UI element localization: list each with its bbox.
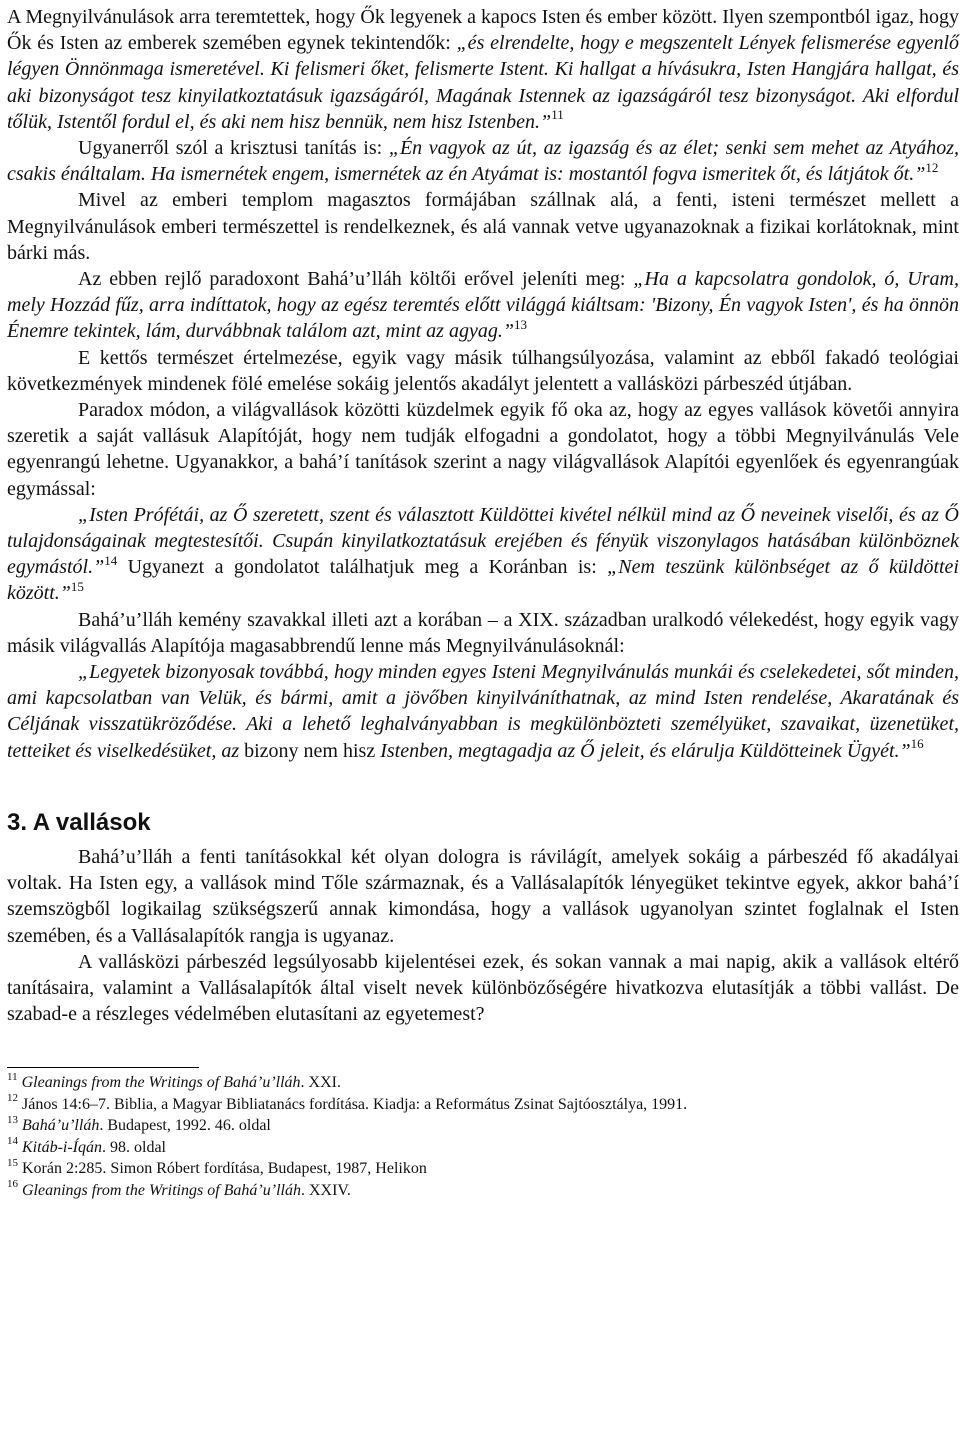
quote-text: „Én vagyok az út, az igazság és az élet; senki sem mehet az Atyához, csakis énáltalam. Ha ismernétek engem, ismernétek az én Atyámat is: mostantól fogva ismeritek őt, és látjátok őt.”	[7, 137, 960, 186]
footnote	[7, 1115, 959, 1137]
footnote-title: Kitáb-i-Íqán	[22, 1138, 102, 1156]
footnote-number: 15	[7, 1156, 18, 1169]
footnote-text: . 98. oldal	[102, 1138, 166, 1156]
footnote-ref[interactable]: 11	[551, 107, 564, 123]
footnote-number: 12	[7, 1092, 18, 1105]
paragraph-5: E kettős természet értelmezése, egyik vagy másik túlhangsúlyozása, valamint az ebből fakadó teológiai következmények mindenek fölé emelése sokáig jelentős akadályt jelentett a vallásközi párbeszéd útjában.	[7, 346, 959, 395]
footnote-text: . Budapest, 1992. 46. oldal	[99, 1117, 271, 1135]
paragraph-text: Az ebben rejlő paradoxont Bahá’u’lláh költői erővel jeleníti meg:	[78, 268, 634, 291]
footnote-text: Korán 2:285. Simon Róbert fordítása, Budapest, 1987, Helikon	[22, 1160, 427, 1178]
footnote-ref[interactable]: 12	[925, 159, 939, 175]
footnote-divider	[7, 1067, 199, 1068]
footnote	[7, 1094, 959, 1116]
paragraph-9: A vallásközi párbeszéd legsúlyosabb kijelentései ezek, és sokan vannak a mai napig, akik a vallások eltérő tanításaira, valamint a Vallásalapítók által viselt nevek különbözőségére hivatkozva elutasítják a többi vallást. De szabad-e a részleges védelmében elutasítani az egyetemest?	[7, 950, 959, 1026]
footnote-text: János 14:6–7. Biblia, a Magyar Bibliatanács fordítása. Kiadja: a Református Zsinat Sajtóosztálya, 1991.	[22, 1095, 688, 1113]
footnote	[7, 1180, 959, 1202]
quote-text: Istenben, megtagadja az Ő jeleit, és elárulja Küldötteinek Ügyét.”	[380, 739, 911, 762]
footnote	[7, 1072, 959, 1094]
paragraph-text: Ugyanezt a gondolatot találhatjuk meg a Koránban is:	[117, 556, 608, 579]
footnote-number: 11	[7, 1070, 18, 1083]
footnote	[7, 1137, 959, 1159]
paragraph-1	[7, 4, 959, 135]
footnote-ref[interactable]: 15	[70, 578, 84, 594]
quote-text: „Isten Prófétái, az Ő szeretett, szent és választott Küldöttei kivétel nélkül mind az Ő neveinek viselői, és az Ő tulajdonságainak megtestesítői. Csupán kinyilatkoztatásuk erejében és fényük viszonylagos hatásában különböznek egymástól.”	[7, 503, 959, 579]
paragraph-8: Bahá’u’lláh a fenti tanításokkal két olyan dologra is rávilágít, amelyek sokáig a párbeszéd fő akadályai voltak. Ha Isten egy, a vallások mind Tőle származnak, és a Vallásalapítók lényegüket tekintve egyek, akkor bahá’í szemszögből logikailag szükségszerű annak kimondása, hogy a vallások ugyanolyan szintet foglalnak el Isten szemében, és a Vallásalapítók rangja is ugyanaz.	[7, 845, 959, 947]
quote-text: „Legyetek bizonyosak továbbá, hogy minden egyes Isteni Megnyilvánulás munkái és cselekedetei, sőt minden, ami kapcsolatban van Velük, és bármi, amit a jövőben kinyilváníthatnak, az mind Isten rendelése, Akaratának és Céljának visszatükröződése. Aki a lehető leghalványabban is megkülönbözteti személyüket, szavaikat, üzenetüket, tetteiket és viselkedésüket, az	[7, 661, 959, 762]
footnote-title: Gleanings from the Writings of Bahá’u’lláh	[22, 1181, 301, 1199]
quote-text: „és elrendelte, hogy e megszentelt Lények felismerése egyenlő légyen Önnönmaga ismeretével. Ki felismeri őket, felismerte Istent. Ki hallgat a hívásukra, Isten Hangjára hallgat, és aki bizonyságot tesz kinyilatkoztatásuk igazságáról, Magának Istennek az igazságáról tesz bizonyságot. Aki elfordul tőlük, Istentől fordul el, és aki nem hisz bennük, nem hisz Istenben.”	[7, 32, 960, 133]
paragraph-text: bizony nem hisz	[239, 739, 381, 762]
paragraph-2	[7, 135, 959, 187]
footnote-number: 13	[7, 1113, 18, 1126]
quote-text: „Nem teszünk különbséget az ő küldöttei között.”	[7, 556, 959, 605]
footnote-number: 16	[7, 1178, 18, 1191]
document-page	[7, 4, 959, 1201]
footnote-number: 14	[7, 1135, 18, 1148]
block-quote-1	[7, 502, 959, 607]
footnote-ref[interactable]: 13	[513, 316, 527, 332]
paragraph-text: Ugyanerről szól a krisztusi tanítás is:	[78, 137, 389, 160]
footnotes	[7, 1072, 959, 1201]
footnote-title: Bahá’u’lláh	[22, 1117, 100, 1135]
paragraph-6: Paradox módon, a világvallások közötti küzdelmek egyik fő oka az, hogy az egyes vallások követői annyira szeretik a saját vallásuk Alapítóját, hogy nem tudják elfogadni a gondolatot, hogy a többi Megnyilvánulás Vele egyenrangú lehetne. Ugyanakkor, a bahá’í tanítások szerint a nagy világvallások Alapítói egyenlőek és egyenrangúak egymással:	[7, 399, 959, 500]
footnote-title: Gleanings from the Writings of Bahá’u’lláh	[21, 1074, 301, 1092]
footnote-text: . XXI.	[300, 1074, 341, 1092]
quote-text: „Ha a kapcsolatra gondolok, ó, Uram, mely Hozzád fűz, arra indíttatok, hogy az egész teremtés előtt világgá kiáltsam: 'Bizony, Én vagyok Isten', és ha önnön Énemre tekintek, lám, durvábbnak találom azt, mint az agyag.”	[7, 268, 959, 343]
footnote-ref[interactable]: 14	[104, 552, 118, 568]
footnote-text: . XXIV.	[300, 1181, 351, 1199]
section-heading: 3. A vallások	[7, 808, 151, 836]
paragraph-7: Bahá’u’lláh kemény szavakkal illeti azt a korában – a XIX. században uralkodó vélekedést, hogy egyik vagy másik világvallás Alapítója magasabbrendű lenne más Megnyilvánulásoknál:	[7, 608, 959, 657]
paragraph-text: A Megnyilvánulások arra teremtettek, hogy Ők legyenek a kapocs Isten és ember között. Ilyen szempontból igaz, hogy Ők és Isten az emberek szemében egynek tekintendők:	[7, 6, 959, 55]
paragraph-3: Mivel az emberi templom magasztos formájában szállnak alá, a fenti, isteni természet mellett a Megnyilvánulások emberi természettel is rendelkeznek, és alá vannak vetve ugyanazoknak a fizikai korlátoknak, mint bárki más.	[7, 189, 959, 264]
block-quote-2	[7, 659, 959, 764]
paragraph-4	[7, 266, 959, 345]
footnote	[7, 1158, 959, 1180]
footnote-ref[interactable]: 16	[910, 736, 924, 752]
